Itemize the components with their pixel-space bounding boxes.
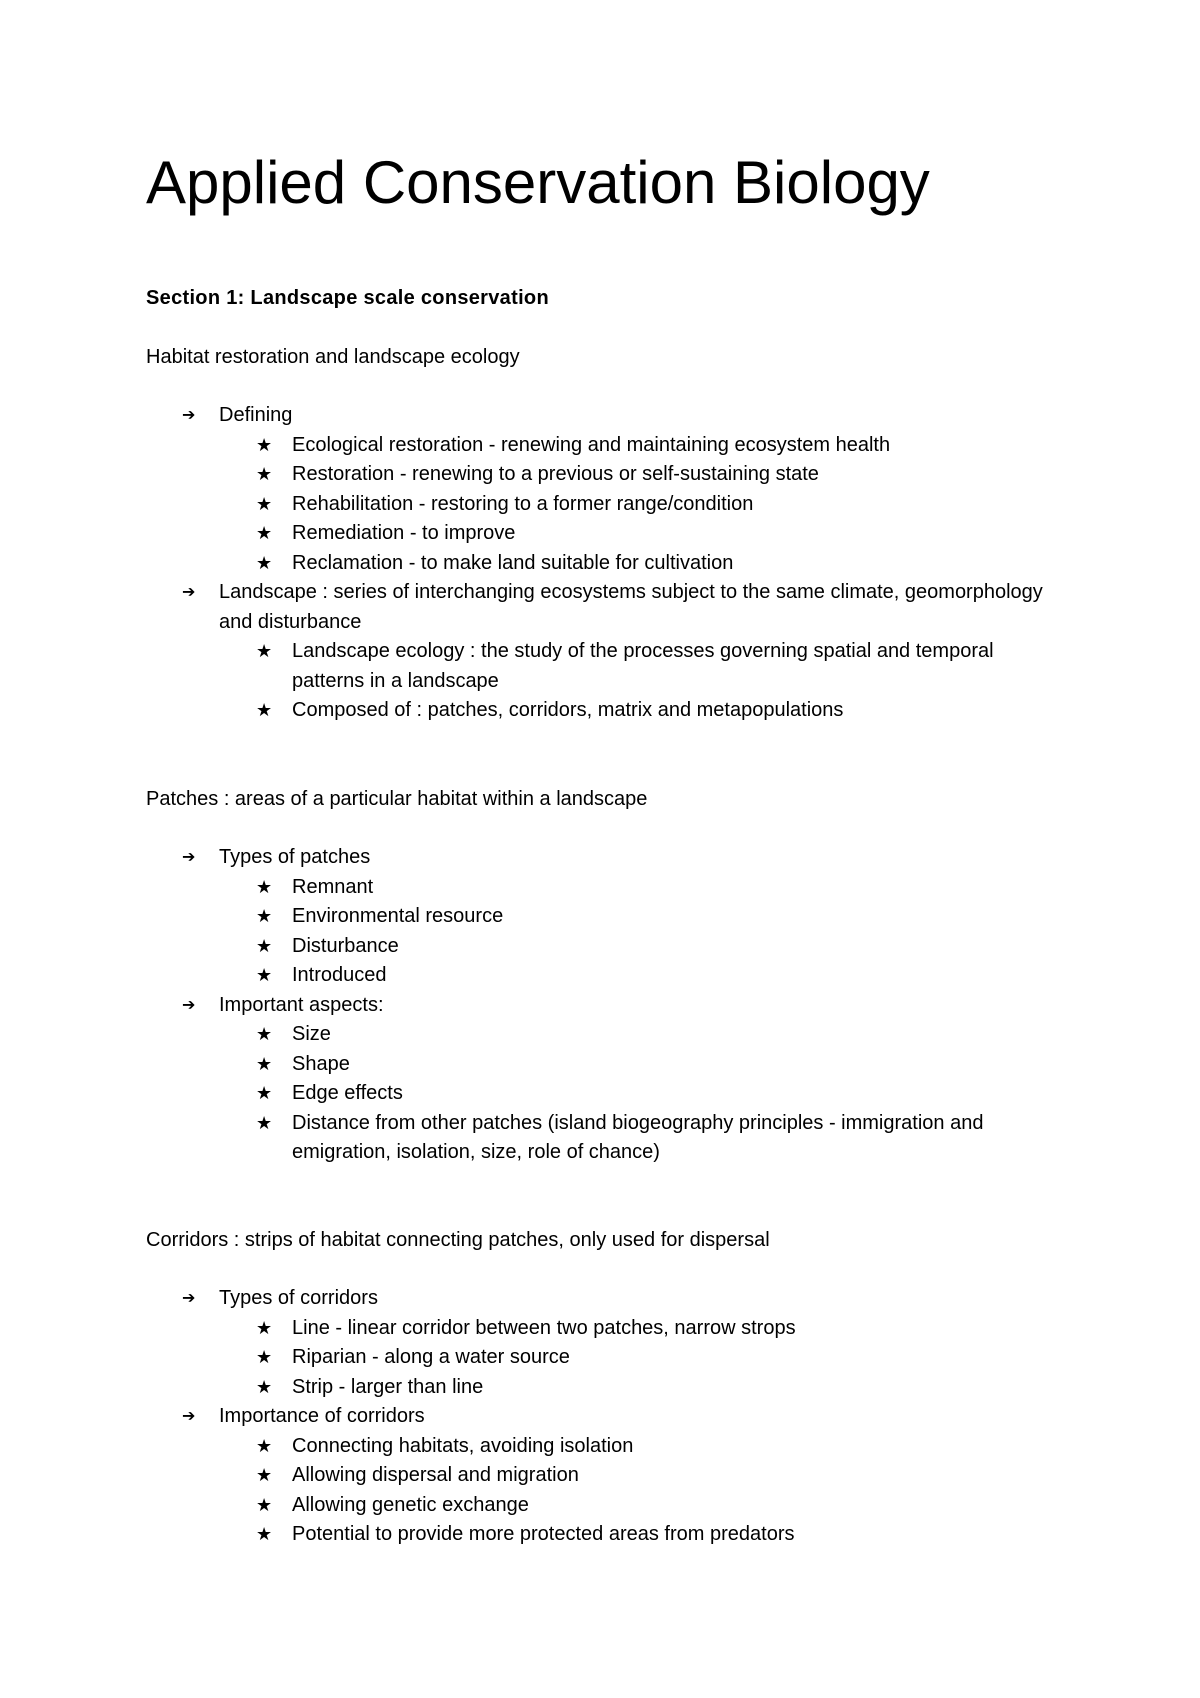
arrow-bullet-icon: ➔ [182, 996, 196, 1014]
star-bullet-icon: ★ [256, 700, 273, 720]
sub-list-item [146, 1520, 1046, 1550]
sub-list-item [146, 1343, 1046, 1373]
sub-list-item-text: Distance from other patches (island biogeography principles - immigration and emigration, isolation, size, role of chance) [292, 1111, 984, 1163]
sub-list-item [146, 460, 1046, 490]
sub-list-item-text: Edge effects [292, 1082, 403, 1104]
star-bullet-icon: ★ [256, 1024, 273, 1044]
list-item [146, 1284, 1046, 1314]
list-item-text: Important aspects: [219, 993, 384, 1016]
sub-list-item-text: Disturbance [292, 934, 399, 957]
star-bullet-icon: ★ [256, 1053, 273, 1074]
sub-list-item-text: Reclamation - to make land suitable for cultivation [292, 551, 734, 574]
bullet-list-patches [146, 843, 1046, 1168]
star-bullet-icon: ★ [256, 876, 273, 897]
sub-list-item-text: Remediation - to improve [292, 522, 516, 544]
star-bullet-icon: ★ [256, 1465, 273, 1485]
star-bullet-icon: ★ [256, 1524, 273, 1544]
sub-list-item-text: Remnant [292, 875, 374, 898]
sub-list-item [146, 961, 1046, 991]
sub-list-item-text: Potential to provide more protected areas from predators [292, 1523, 795, 1545]
list-item [146, 991, 1046, 1021]
star-bullet-icon: ★ [256, 906, 273, 926]
star-bullet-icon: ★ [256, 935, 273, 956]
sub-list-item-text: Riparian - along a water source [292, 1346, 570, 1368]
star-bullet-icon: ★ [256, 1083, 273, 1103]
sub-list-item [146, 1373, 1046, 1403]
list-item [146, 578, 1046, 637]
star-bullet-icon: ★ [256, 523, 273, 543]
list-item-text: Types of patches [219, 846, 371, 868]
list-item-text: Importance of corridors [219, 1405, 425, 1427]
sub-list-item [146, 1020, 1046, 1050]
star-bullet-icon: ★ [256, 965, 273, 985]
sub-list-item-text: Size [292, 1023, 331, 1045]
star-bullet-icon: ★ [256, 552, 273, 573]
list-item-text: Types of corridors [219, 1287, 378, 1309]
sub-list-item-text: Environmental resource [292, 905, 504, 927]
star-bullet-icon: ★ [256, 1347, 273, 1367]
sub-list-item [146, 1491, 1046, 1521]
sub-list-item [146, 637, 1046, 696]
star-bullet-icon: ★ [256, 464, 273, 484]
list-item-text: Defining [219, 404, 293, 426]
list-item [146, 843, 1046, 873]
sub-list-item [146, 1109, 1046, 1168]
sub-list-item-text: Rehabilitation - restoring to a former range/condition [292, 492, 754, 515]
arrow-bullet-icon: ➔ [182, 1290, 196, 1307]
sub-list-item-text: Ecological restoration - renewing and maintaining ecosystem health [292, 433, 891, 456]
arrow-bullet-icon: ➔ [182, 1408, 196, 1425]
sub-list-item [146, 932, 1046, 962]
bullet-list-defining [146, 401, 1046, 726]
sub-list-item [146, 1432, 1046, 1462]
arrow-bullet-icon: ➔ [182, 584, 196, 601]
list-item [146, 401, 1046, 431]
sub-list-item-text: Allowing dispersal and migration [292, 1464, 579, 1486]
sub-list-item [146, 1314, 1046, 1344]
sub-list-item-text: Strip - larger than line [292, 1375, 484, 1398]
sub-list-item-text: Landscape ecology : the study of the processes governing spatial and temporal patterns in a landscape [292, 640, 994, 692]
arrow-bullet-icon: ➔ [182, 407, 196, 424]
star-bullet-icon: ★ [256, 1494, 273, 1515]
list-item-text: Landscape : series of interchanging ecosystems subject to the same climate, geomorphology and disturbance [219, 581, 1043, 633]
paragraph-habitat: Habitat restoration and landscape ecology [146, 346, 520, 368]
paragraph-patches: Patches : areas of a particular habitat within a landscape [146, 788, 648, 810]
star-bullet-icon: ★ [256, 493, 273, 514]
sub-list-item-text: Composed of : patches, corridors, matrix and metapopulations [292, 699, 844, 721]
arrow-bullet-icon: ➔ [182, 849, 196, 866]
sub-list-item [146, 1050, 1046, 1080]
star-bullet-icon: ★ [256, 1112, 273, 1133]
sub-list-item [146, 549, 1046, 579]
star-bullet-icon: ★ [256, 434, 273, 455]
sub-list-item-text: Restoration - renewing to a previous or self-sustaining state [292, 463, 819, 485]
star-bullet-icon: ★ [256, 1435, 273, 1456]
sub-list-item-text: Allowing genetic exchange [292, 1493, 529, 1516]
sub-list-item [146, 490, 1046, 520]
sub-list-item [146, 873, 1046, 903]
sub-list-item [146, 902, 1046, 932]
sub-list-item-text: Connecting habitats, avoiding isolation [292, 1434, 634, 1457]
sub-list-item [146, 519, 1046, 549]
star-bullet-icon: ★ [256, 641, 273, 661]
sub-list-item [146, 696, 1046, 726]
bullet-list-corridors [146, 1284, 1046, 1550]
sub-list-item [146, 1461, 1046, 1491]
star-bullet-icon: ★ [256, 1317, 273, 1338]
section-heading: Section 1: Landscape scale conservation [146, 287, 549, 309]
star-bullet-icon: ★ [256, 1376, 273, 1397]
sub-list-item-text: Introduced [292, 964, 387, 986]
sub-list-item [146, 1079, 1046, 1109]
sub-list-item-text: Line - linear corridor between two patches, narrow strops [292, 1316, 796, 1339]
sub-list-item [146, 431, 1046, 461]
sub-list-item-text: Shape [292, 1052, 350, 1075]
paragraph-corridors: Corridors : strips of habitat connecting patches, only used for dispersal [146, 1229, 770, 1251]
document-title: Applied Conservation Biology [146, 149, 930, 216]
list-item [146, 1402, 1046, 1432]
